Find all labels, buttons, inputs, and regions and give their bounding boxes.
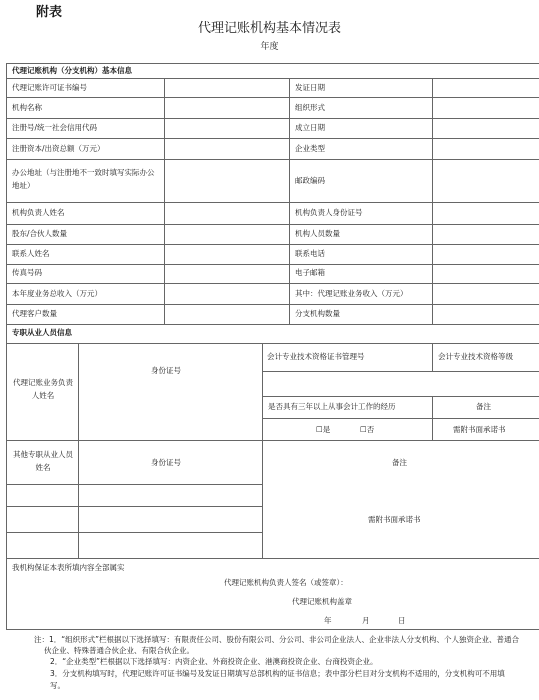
experience-label: 是否具有三年以上从事会计工作的经历 [268, 402, 396, 411]
office-address-field[interactable] [165, 160, 288, 201]
postal-code-label: 邮政编码 [295, 176, 325, 185]
appendix-label: 附表 [36, 5, 63, 20]
bookkeeping-revenue-field[interactable] [433, 284, 538, 303]
declaration-text: 我机构保证本表所填内容全部属实 [12, 563, 125, 572]
credit-code-label: 注册号/统一社会信用代码 [12, 123, 98, 132]
contact-phone-label: 联系电话 [295, 249, 325, 258]
manager-id-field[interactable] [433, 203, 538, 223]
capital-field[interactable] [165, 139, 288, 158]
fax-label: 传真号码 [12, 268, 42, 277]
issue-date-field[interactable] [433, 79, 538, 96]
credit-code-field[interactable] [165, 119, 288, 137]
experience-yes-checkbox[interactable]: ☐是 [316, 425, 331, 434]
enterprise-type-label: 企业类型 [295, 144, 325, 153]
branch-count-field[interactable] [433, 305, 538, 323]
cert-level-col-label: 会计专业技术资格等级 [438, 352, 513, 361]
org-form-label: 组织形式 [295, 103, 325, 112]
shareholder-count-label: 股东/合伙人数量 [12, 229, 68, 238]
business-manager-name-field[interactable] [79, 396, 261, 439]
issue-date-label: 发证日期 [295, 83, 325, 92]
section1-heading: 代理记账机构（分支机构）基本信息 [12, 66, 132, 75]
manager-name-field[interactable] [165, 203, 288, 223]
date-year-label: 年 [324, 616, 332, 625]
shareholder-count-field[interactable] [165, 225, 288, 243]
other-staff-id-field[interactable] [79, 485, 261, 505]
other-staff-remark-label: 备注 [392, 458, 407, 467]
manager-commitment-note: 需附书面承诺书 [453, 425, 506, 434]
enterprise-type-field[interactable] [433, 139, 538, 158]
email-field[interactable] [433, 265, 538, 282]
capital-label: 注册资本/出资总额（万元） [12, 144, 105, 153]
org-name-label: 机构名称 [12, 103, 42, 112]
seal-label: 代理记账机构盖章 [292, 597, 352, 606]
client-count-label: 代理客户数量 [12, 309, 57, 318]
cert-number-col-label: 会计专业技术资格证书管理号 [267, 352, 365, 361]
other-staff-id-col-label: 身份证号 [151, 458, 181, 467]
org-form-field[interactable] [433, 98, 538, 117]
staff-count-label: 机构人员数量 [295, 229, 340, 238]
date-day-label: 日 [398, 616, 406, 625]
note-3: 3．分支机构填写时，代理记账许可证书编号及发证日期填写总部机构的证书信息；表中部分栏目对分支机构不适用的，分支机构可不用填写。 [50, 669, 505, 690]
page-title: 代理记账机构基本情况表 [197, 21, 341, 36]
org-name-field[interactable] [165, 98, 288, 117]
manager-remark-label: 备注 [476, 402, 491, 411]
founding-date-field[interactable] [433, 119, 538, 137]
manager-name-label: 机构负责人姓名 [12, 208, 65, 217]
client-count-field[interactable] [165, 305, 288, 323]
experience-no-checkbox[interactable]: ☐否 [360, 425, 375, 434]
staff-count-field[interactable] [433, 225, 538, 243]
other-staff-label: 其他专职从业人员姓名 [13, 450, 73, 472]
office-address-label: 办公地址（与注册地不一致时填写实际办公地址） [12, 168, 155, 190]
email-label: 电子邮箱 [295, 268, 325, 277]
note-1: 注：1．“组织形式”栏根据以下选择填写：有限责任公司、股份有限公司、分公司、非公司企业法人、企业非法人分支机构、个人独资企业、普通合伙企业、特殊普通合伙企业、有限合伙企业。 [34, 635, 520, 655]
year-label: 年度 [260, 42, 279, 52]
total-revenue-label: 本年度业务总收入（万元） [12, 289, 102, 298]
section2-heading: 专职从业人员信息 [12, 328, 72, 337]
license-number-field[interactable] [165, 79, 288, 96]
contact-name-field[interactable] [165, 245, 288, 263]
total-revenue-field[interactable] [165, 284, 288, 303]
manager-id-label: 机构负责人身份证号 [295, 208, 363, 217]
bookkeeping-revenue-label: 其中：代理记账业务收入（万元） [295, 289, 408, 298]
date-month-label: 月 [362, 616, 370, 625]
business-manager-label: 代理记账业务负责人姓名 [13, 378, 73, 400]
other-staff-commitment-note: 需附书面承诺书 [368, 515, 421, 524]
license-number-label: 代理记账许可证书编号 [12, 83, 87, 92]
other-staff-name-field[interactable] [7, 485, 77, 505]
signature-label: 代理记账机构负责人签名（或签章）： [224, 578, 348, 587]
branch-count-label: 分支机构数量 [295, 309, 340, 318]
cert-number-field[interactable] [263, 372, 538, 395]
founding-date-label: 成立日期 [295, 123, 325, 132]
postal-code-field[interactable] [433, 160, 538, 201]
contact-name-label: 联系人姓名 [12, 249, 50, 258]
manager-id-col-label: 身份证号 [151, 366, 181, 375]
fax-field[interactable] [165, 265, 288, 282]
note-2: 2．“企业类型”栏根据以下选择填写：内资企业、外商投资企业、港澳商投资企业、台商投资企业。 [50, 657, 378, 666]
contact-phone-field[interactable] [433, 245, 538, 263]
